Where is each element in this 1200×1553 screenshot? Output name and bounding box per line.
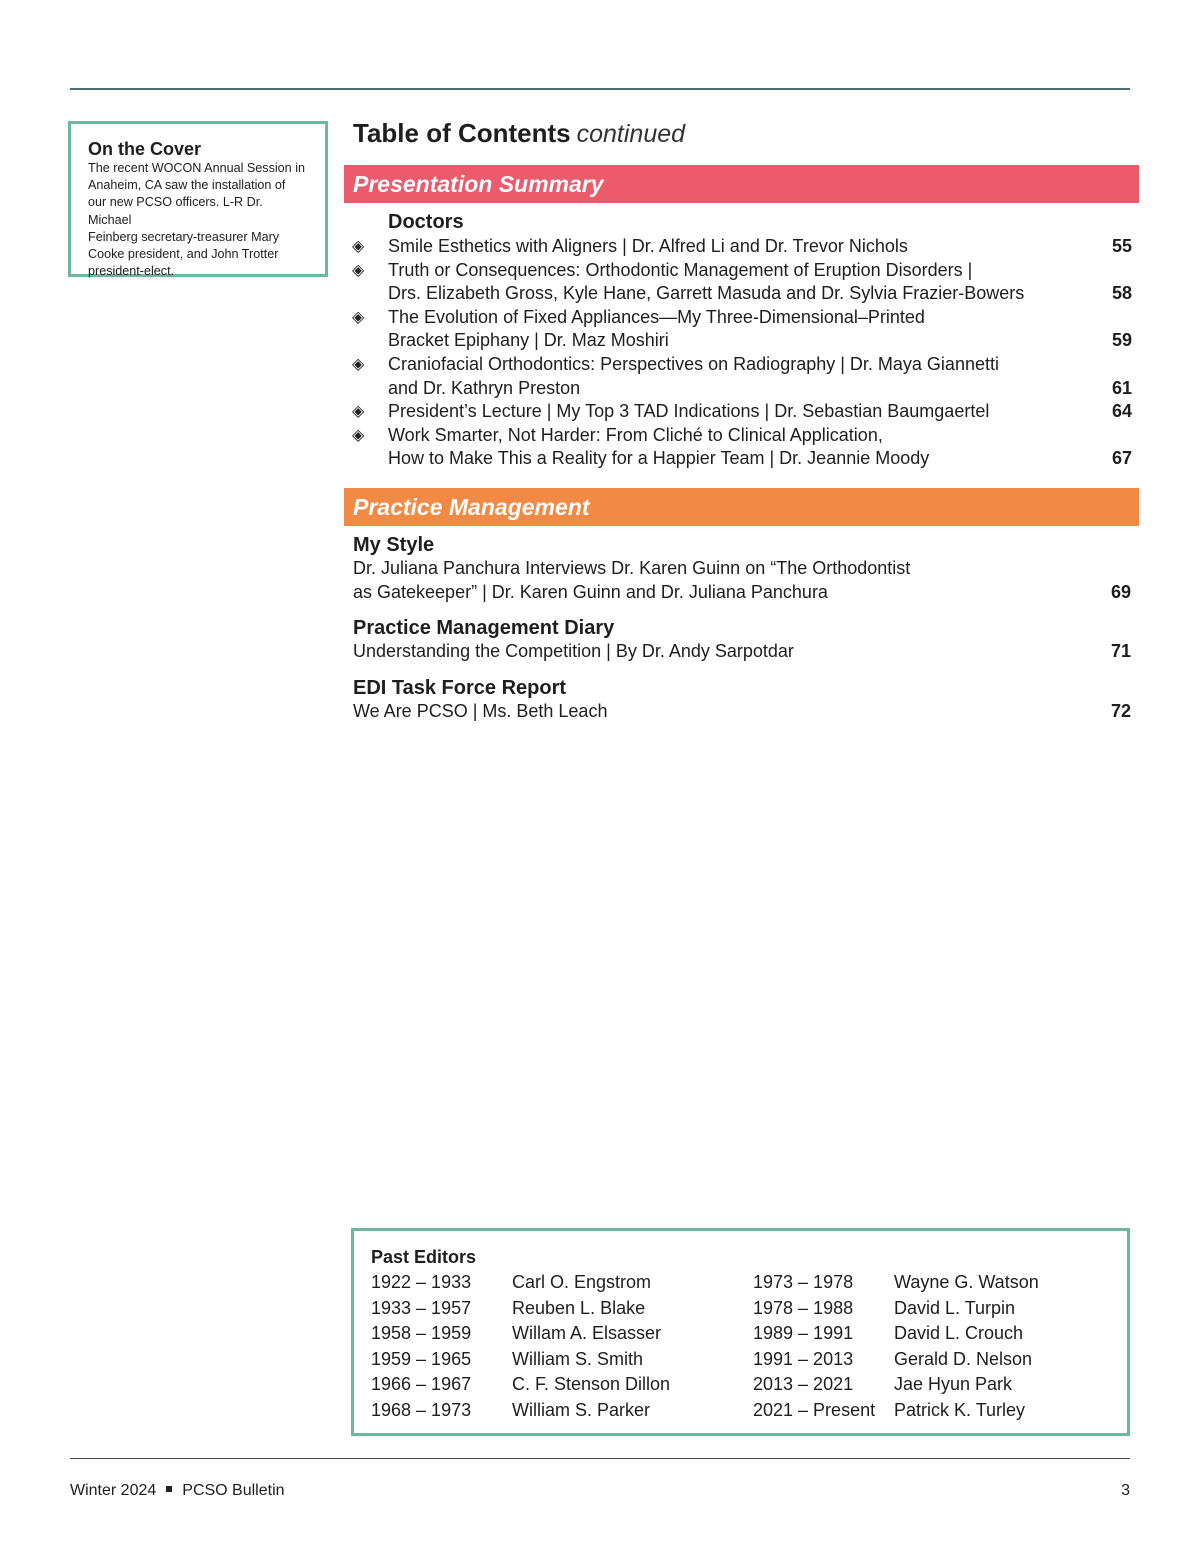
editor-name: William S. Smith: [512, 1348, 644, 1369]
cover-caption-box: [68, 121, 328, 277]
cover-text: [88, 160, 309, 280]
cover-text-line: Feinberg secretary-treasurer Mary: [88, 229, 280, 244]
editor-years: 1989 – 1991: [753, 1323, 854, 1343]
section-title: Practice Management Diary: [353, 617, 615, 639]
diamond-bullet-icon: ◈: [352, 261, 365, 279]
diamond-bullet-icon: ◈: [352, 426, 365, 444]
editor-years: 2021 – Present: [753, 1399, 876, 1420]
past-editors-box: [351, 1228, 1130, 1436]
cover-text-line: president-elect.: [88, 264, 175, 279]
section-title: My Style: [353, 534, 435, 556]
editor-years: 2013 – 2021: [753, 1374, 854, 1394]
toc-subtitle: continued: [576, 120, 686, 148]
cover-title: On the Cover: [88, 139, 202, 159]
editor-name: William S. Parker: [512, 1399, 651, 1420]
entry-text: Smile Esthetics with Aligners | Dr. Alfred Li and Dr. Trevor Nichols: [388, 236, 908, 256]
section-title: EDI Task Force Report: [353, 677, 567, 699]
entry-text: President’s Lecture | My Top 3 TAD Indications | Dr. Sebastian Baumgaertel: [388, 401, 990, 422]
diamond-bullet-icon: ◈: [352, 238, 365, 255]
diamond-bullet-icon: ◈: [352, 355, 365, 373]
toc-entry[interactable]: [352, 259, 1132, 306]
toc-entry[interactable]: [352, 400, 1132, 424]
toc-entry[interactable]: [352, 235, 1132, 259]
footer-title: PCSO Bulletin: [182, 1482, 285, 1499]
toc-entry[interactable]: [352, 306, 1132, 353]
top-rule: [70, 88, 1130, 90]
entry-text: We Are PCSO | Ms. Beth Leach: [353, 701, 608, 721]
entry-text: and Dr. Kathryn Preston: [388, 377, 581, 398]
toc-entry[interactable]: [353, 533, 1131, 604]
bottom-rule: [70, 1458, 1130, 1459]
entry-text: Work Smarter, Not Harder: From Cliché to Clinical Application,: [388, 424, 883, 445]
page-number: 55: [1111, 236, 1132, 256]
entry-text: Drs. Elizabeth Gross, Kyle Hane, Garrett Masuda and Dr. Sylvia Frazier-Bowers: [388, 283, 1025, 304]
entry-text: as Gatekeeper” | Dr. Karen Guinn and Dr. Juliana Panchura: [353, 581, 828, 602]
editor-years: 1991 – 2013: [753, 1348, 854, 1369]
entry-text: Craniofacial Orthodontics: Perspectives on Radiography | Dr. Maya Giannetti: [388, 353, 999, 374]
footer-publication: [70, 1480, 285, 1502]
editor-years: 1966 – 1967: [371, 1374, 472, 1394]
editor-years: 1978 – 1988: [753, 1297, 854, 1318]
entry-text: The Evolution of Fixed Appliances—My Three-Dimensional–Printed: [388, 306, 925, 327]
editor-years: 1968 – 1973: [371, 1399, 472, 1420]
cover-text-line: our new PCSO officers. L-R Dr. Michael: [88, 195, 263, 227]
page-number: 59: [1111, 330, 1132, 351]
page-number: 61: [1111, 377, 1132, 398]
editor-name: David L. Turpin: [894, 1297, 1016, 1318]
entry-text: Bracket Epiphany | Dr. Maz Moshiri: [388, 330, 669, 351]
square-separator-icon: [166, 1486, 172, 1492]
page-number: 64: [1111, 401, 1132, 422]
editor-name: Patrick K. Turley: [894, 1399, 1026, 1420]
entry-text: Understanding the Competition | By Dr. Andy Sarpotdar: [353, 641, 794, 661]
presentation-entries: [352, 235, 1132, 471]
page-title: [353, 115, 685, 152]
footer-page-number: 3: [1121, 1482, 1130, 1499]
page-number: 72: [1110, 701, 1131, 721]
page-number: 69: [1110, 581, 1131, 602]
editor-name: Wayne G. Watson: [894, 1272, 1039, 1292]
editor-name: Carl O. Engstrom: [512, 1272, 652, 1292]
editor-name: Reuben L. Blake: [512, 1297, 646, 1318]
editor-years: 1933 – 1957: [371, 1297, 472, 1318]
toc-entry[interactable]: [353, 616, 1131, 664]
toc-title: Table of Contents: [353, 118, 571, 148]
page-number: 67: [1111, 448, 1132, 469]
editor-name: C. F. Stenson Dillon: [512, 1374, 671, 1394]
editor-name: Jae Hyun Park: [894, 1374, 1013, 1394]
diamond-bullet-icon: ◈: [352, 403, 365, 421]
editor-name: David L. Crouch: [894, 1323, 1024, 1343]
editor-name: Willam A. Elsasser: [512, 1323, 662, 1343]
page-number: 71: [1110, 641, 1131, 661]
doctors-subheading: Doctors: [388, 211, 464, 233]
entry-text: Dr. Juliana Panchura Interviews Dr. Karen Guinn on “The Orthodontist: [353, 558, 911, 578]
entry-text: Truth or Consequences: Orthodontic Management of Eruption Disorders |: [388, 259, 973, 280]
editor-years: 1958 – 1959: [371, 1323, 472, 1343]
toc-entry[interactable]: [352, 353, 1132, 400]
past-editors-title: Past Editors: [371, 1247, 477, 1267]
section-body: [353, 640, 1131, 664]
presentation-summary-band: Presentation Summary: [344, 165, 1139, 203]
cover-text-line: The recent WOCON Annual Session in: [88, 161, 305, 175]
toc-entry[interactable]: [353, 676, 1131, 724]
cover-text-line: Cooke president, and John Trotter: [88, 247, 279, 262]
editor-years: 1973 – 1978: [753, 1272, 854, 1292]
editor-name: Gerald D. Nelson: [894, 1348, 1033, 1369]
section-body: [353, 700, 1131, 724]
footer-issue: Winter 2024: [70, 1482, 157, 1499]
editor-years: 1922 – 1933: [371, 1272, 472, 1292]
editor-years: 1959 – 1965: [371, 1348, 472, 1369]
toc-entry[interactable]: [352, 424, 1132, 471]
practice-management-band: Practice Management: [344, 488, 1139, 526]
page-number: 58: [1111, 283, 1132, 304]
past-editors-grid: [371, 1270, 1127, 1423]
cover-text-line: Anaheim, CA saw the installation of: [88, 178, 286, 193]
section-body: [353, 557, 1131, 604]
diamond-bullet-icon: ◈: [352, 308, 365, 326]
entry-text: How to Make This a Reality for a Happier Team | Dr. Jeannie Moody: [388, 448, 930, 469]
